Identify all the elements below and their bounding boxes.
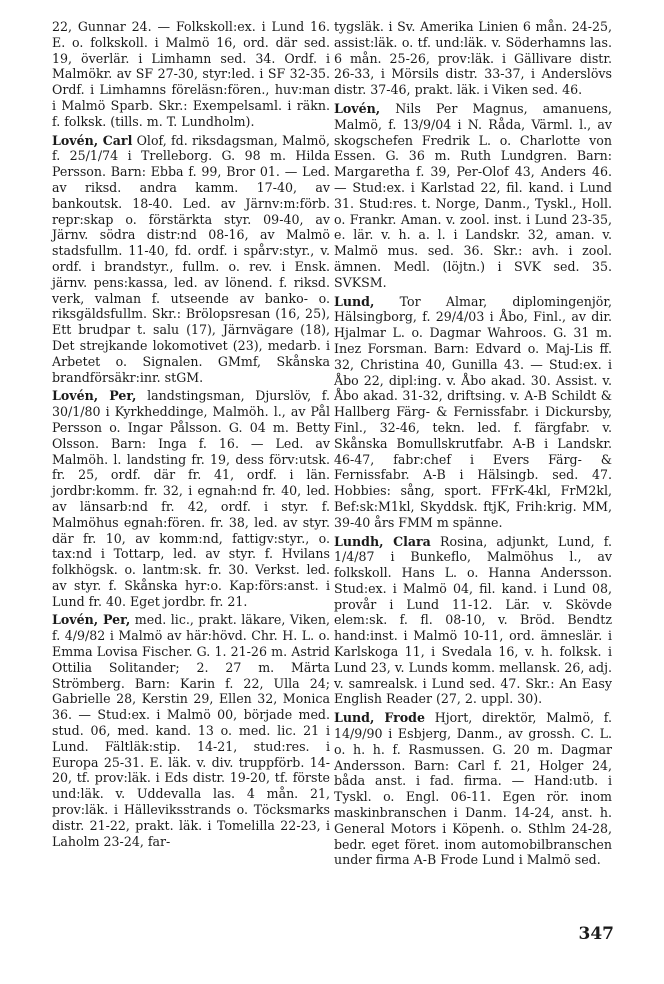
- entry-text: Rosina, adjunkt, Lund, f. 1/4/87 i Bunkeflo, Malmöhus l., av folkskoll. Hans L. o. Hanna Andersson. Stud:ex. i Malmö 04, fil. kand. i Lund 08, provår i Lund 11-12. Lär. v. Skövde elem:sk. f. fl. 08-10, v. Bröd. Bendtz hand:inst. i Malmö 10-11, ord. ämneslär. i Karlskoga 11, i Svedala 16, v. h. folksk. i Lund 23, v. Lunds komm. mellansk. 26, adj. v. samrealsk. i Lund sed. 47. Skr.: An Easy English Reader (27, 2. uppl. 30).: [334, 533, 612, 707]
- left-column: [52, 19, 330, 849]
- entry-text: tygsläk. i Sv. Amerika Linien 6 mån. 24-25, assist:läk. o. tf. und:läk. v. Söderhamns las. 6 mån. 25-26, prov:läk. i Gällivare distr. 26-33, i Mörsils distr. 33-37, i Anderslövs distr. 37-46, prakt. läk. i Viken sed. 46.: [334, 19, 612, 98]
- entry-text: Nils Per Magnus, amanuens, Malmö, f. 13/9/04 i N. Råda, Värml. l., av skogschefen Fredrik L. o. Charlotte von Essen. G. 36 m. Ruth Lundgren. Barn: Margaretha f. 39, Per-Olof 43, Anders 46. — Stud:ex. i Karlstad 22, fil. kand. i Lund 31. Stud:res. t. Norge, Danm., Tyskl., Holl. o. Frankr. Aman. v. zool. inst. i Lund 23-35, e. lär. v. h. a. l. i Landskr. 32, aman. v. Malmö mus. sed. 36. Skr.: avh. i zool. ämnen. Medl. (löjtn.) i SVK sed. 35. SVKSM.: [334, 100, 612, 290]
- entry-name: Lovén, Per,: [52, 388, 137, 404]
- entry-continuation: [334, 19, 612, 98]
- entry-lund-tor: [334, 294, 612, 531]
- entry-name: Lundh, Clara: [334, 533, 431, 549]
- entry-text: 22, Gunnar 24. — Folkskoll:ex. i Lund 16. E. o. folkskoll. i Malmö 16, ord. där sed. 19, överlär. i Limhamn sed. 34. Ordf. i Malmökr. av SF 27-30, styr:led. i SF 32-35. Ordf. i Limhamns föreläsn:fören., huv:man i Malmö Sparb. Skr.: Exempelsaml. i räkn. f. folksk. (tills. m. T. Lundholm).: [52, 19, 330, 129]
- entry-name: Lund,: [334, 293, 375, 309]
- entry-text: Tor Almar, diplomingenjör, Hälsingborg, f. 29/4/03 i Åbo, Finl., av dir. Hjalmar L. o. Dagmar Wahroos. G. 31 m. Inez Forsman. Barn: Edvard o. Maj-Lis ff. 32, Christina 40, Gunilla 43. — Stud:ex. i Åbo 22, dipl:ing. v. Åbo akad. 30. Assist. v. Åbo akad. 31-32, driftsing. v. A-B Schildt & Hallberg Färg- & Fernissfabr. i Dickursby, Finl., 32-46, tekn. led. f. färgfabr. v. Skånska Bomullskrutfabr. A-B i Landskr. 46-47, fabr:chef i Evers Färg- & Fernissfabr. A-B i Hälsingb. sed. 47. Hobbies: sång, sport. FFrK-4kl, FrM2kl, Bef:sk:M1kl, Skyddsk. ftjK, Frih:krig. MM, 39-40 års FMM m spänne.: [334, 293, 612, 530]
- page-number: 347: [578, 924, 614, 944]
- entry-name: Lovén,: [334, 100, 381, 116]
- right-column: [334, 19, 612, 868]
- entry-name: Lovén, Per,: [52, 612, 131, 628]
- entry-loven-per-landstingsman: [52, 388, 330, 609]
- entry-loven-per-lakare: [52, 612, 330, 849]
- entry-text: med. lic., prakt. läkare, Viken, f. 4/9/82 i Malmö av här:hövd. Chr. H. L. o. Emma Lovisa Fischer. G. 1. 21-26 m. Astrid Ottilia Solitander; 2. 27 m. Märta Strömberg. Barn: Karin f. 22, Ulla 24; Gabrielle 28, Kerstin 29, Ellen 32, Monica 36. — Stud:ex. i Malmö 00, började med. stud. 06, med. kand. 13 o. med. lic. 21 i Lund. Fältläk:stip. 14-21, stud:res. i Europa 25-31. E. läk. v. div. truppförb. 14-20, tf. prov:läk. i Eds distr. 19-20, tf. förste und:läk. v. Uddevalla las. 4 mån. 21, prov:läk. i Hälleviksstrands o. Töcksmarks distr. 21-22, prakt. läk. i Tomelilla 22-23, i Laholm 23-24, far-: [52, 612, 330, 849]
- entry-name: Lovén, Carl: [52, 132, 133, 148]
- entry-text: landstingsman, Djurslöv, f. 30/1/80 i Kyrkheddinge, Malmöh. l., av Pål Persson o. Ingar Pålsson. G. 04 m. Betty Olsson. Barn: Inga f. 16. — Led. av Malmöh. l. landsting fr. 19, dess förv:utsk. fr. 25, ordf. där fr. 41, ordf. i län. jordbr:komm. fr. 32, i egnah:nd fr. 40, led. av länsarb:nd fr. 42, ordf. i styr. f. Malmöhus egnah:fören. fr. 38, led. av styr. där fr. 10, av komm:nd, fattigv:styr., o. tax:nd i Tottarp, led. av styr. f. Hvilans folkhögsk. o. lantm:sk. fr. 30. Verkst. led. av styr. f. Skånska hyr:o. Kap:förs:anst. i Lund fr. 40. Eget jordbr. fr. 21.: [52, 388, 330, 609]
- entry-continuation: [52, 19, 330, 130]
- entry-loven-carl: [52, 133, 330, 386]
- entry-loven-nils: [334, 101, 612, 291]
- entry-lund-frode: [334, 710, 612, 868]
- entry-text: Hjort, direktör, Malmö, f. 14/9/90 i Esbjerg, Danm., av grossh. C. L. o. h. h. f. Rasmussen. G. 20 m. Dagmar Andersson. Barn: Carl f. 21, Holger 24, båda anst. i fad. firma. — Hand:utb. i Tyskl. o. Engl. 06-11. Egen rör. inom maskinbranschen i Danm. 14-24, anst. h. General Motors i Köpenh. o. Sthlm 24-28, bedr. eget föret. inom automobilbranschen under firma A-B Frode Lund i Malmö sed.: [334, 710, 612, 868]
- entry-name: Lund, Frode: [334, 710, 426, 726]
- entry-text: Olof, fd. riksdagsman, Malmö, f. 25/1/74 i Trelleborg. G. 98 m. Hilda Persson. Barn: Ebba f. 99, Bror 01. — Led. av riksd. andra kamm. 17-40, av bankoutsk. 18-40. Led. av Järnv:m:förb. repr:skap o. förstärkta styr. 09-40, av Järnv. södra distr:nd 08-16, av Malmö stadsfullm. 11-40, fd. ordf. i spårv:styr., v. ordf. i brandstyr., fullm. o. rev. i Ensk. järnv. pens:kassa, led. av lönend. f. riksd. verk, valman f. utseende av banko- o. riksgäldsfullm. Skr.: Brölopsresan (16, 25), Ett brudpar t. salu (17), Järnvägare (18), Det strejkande lokomotivet (23), medarb. i Arbetet o. Signalen. GMmf, Skånska brandförsäkr:inr. stGM.: [52, 132, 330, 385]
- entry-lundh-clara: [334, 534, 612, 708]
